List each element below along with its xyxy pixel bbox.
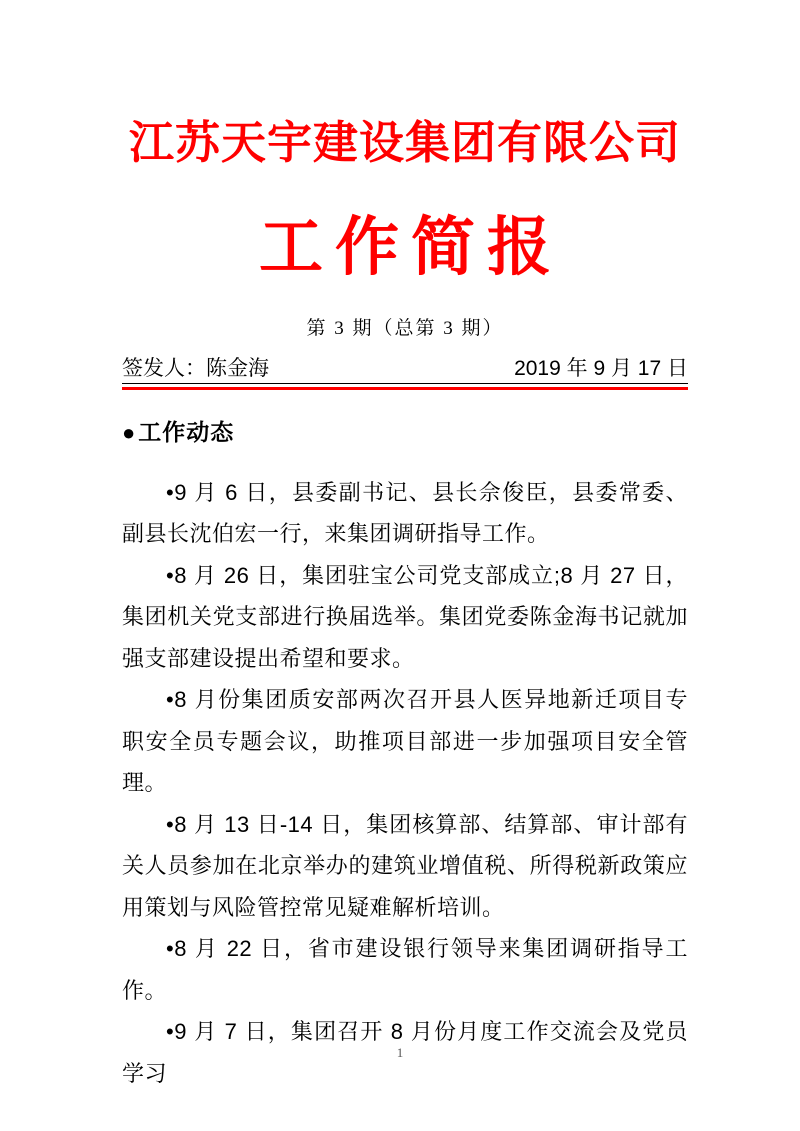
signer-row xyxy=(122,356,688,384)
issue-date: 2019 年 9 月 17 日 xyxy=(514,357,688,381)
body-content xyxy=(122,472,688,1095)
section-bullet-icon: ● xyxy=(122,420,137,446)
news-paragraph: •8 月份集团质安部两次召开县人医异地新迁项目专职安全员专题会议，助推项目部进一步加强项目安全管理。 xyxy=(122,687,688,796)
section-heading-label: 工作动态 xyxy=(138,419,235,446)
page-number: 1 xyxy=(396,1045,404,1060)
issuer-name: 签发人：陈金海 xyxy=(122,357,269,381)
issue-info: 第 3 期（总第 3 期） xyxy=(306,318,504,340)
news-paragraph: •9 月 7 日，集团召开 8 月份月度工作交流会及党员学习 xyxy=(122,1019,688,1086)
section-heading xyxy=(122,420,688,445)
news-paragraph: •8 月 13 日-14 日，集团核算部、结算部、审计部有关人员参加在北京举办的建筑业增值税、所得税新政策应用策划与风险管控常见疑难解析培训。 xyxy=(122,811,688,920)
organization-title: 江苏天宇建设集团有限公司 xyxy=(128,118,681,168)
news-paragraph: •8 月 26 日，集团驻宝公司党支部成立;8 月 27 日，集团机关党支部进行换届选举。集团党委陈金海书记就加强支部建设提出希望和要求。 xyxy=(122,562,688,671)
red-divider-rule xyxy=(122,387,688,390)
news-paragraph: •9 月 6 日，县委副书记、县长佘俊臣，县委常委、副县长沈伯宏一行，来集团调研指导工作。 xyxy=(122,479,688,547)
news-paragraph: •8 月 22 日，省市建设银行领导来集团调研指导工作。 xyxy=(122,936,688,1003)
document-title: 工作简报 xyxy=(259,211,563,283)
